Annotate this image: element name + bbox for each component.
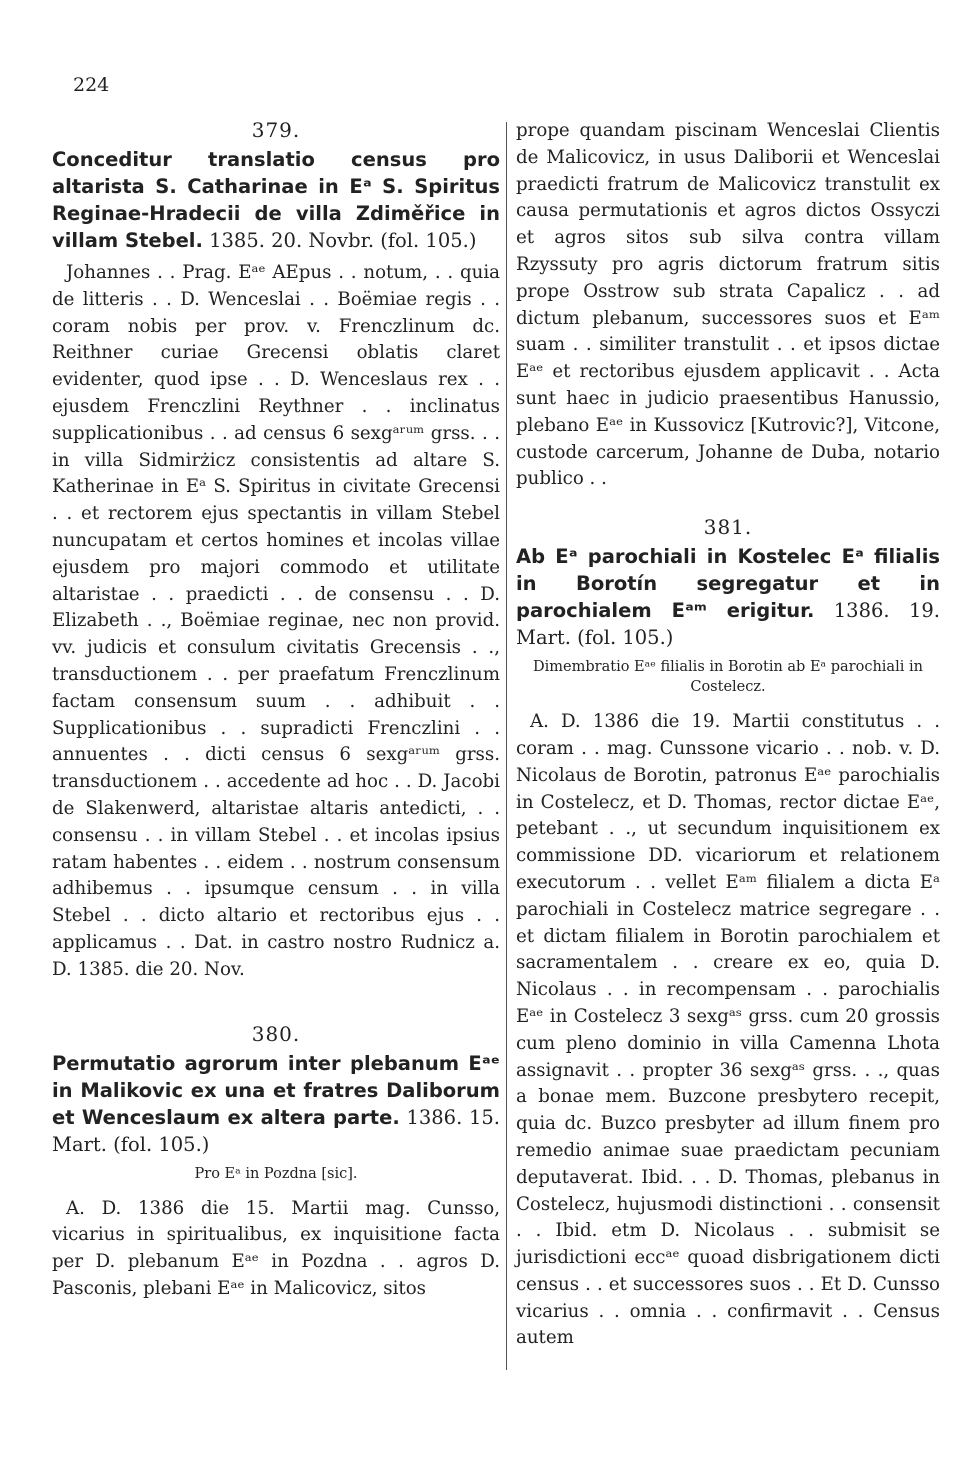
document-number: 381. (703, 515, 753, 540)
heading-date: 1386. 15. Mart. (fol. 105.) (52, 1105, 500, 1156)
document-heading (52, 146, 500, 254)
document-body: A. D. 1386 die 19. Martii constitutus . . coram . . mag. Cunssone vicario . . nob. v. D. Nicolaus de Borotin, patronus Eᵃᵉ parochialis in Costelecz, et D. Thomas, rector dictae Eᵃᵉ, petebant . ., ut secundum inquisitionem ex commissione DD. vicariorum et relationem executorum . . vellet Eᵃᵐ filialem a dicta Eᵃ parochiali in Costelecz matrice segregare . . et dictam filialem in Borotin parochialem et sacramentalem . . creare ex eo, quia D. Nicolaus . . in recompensam . . parochialis Eᵃᵉ in Costelecz 3 sexgᵃˢ grss. cum 20 grossis cum pleno dominio in villa Camenna Lhota assignavit . . propter 36 sexgᵃˢ grss. . ., quas a bonae mem. Buzcone presbytero recepit, quia dc. Buzco presbyter ad illum finem pro remedio animae suae praedictam pecuniam deputaverat. Ibid. . . D. Thomas, plebanus in Costelecz, hujusmodi distinctioni . . consensit . . Ibid. etm D. Nicolaus . . submisit se jurisdictioni eccᵃᵉ quoad disbrigationem dicti census . . et successores suos . . Et D. Cunsso vicarius . . omnia . . confirmavit . . Census autem (516, 711, 940, 1349)
document-380 (52, 1022, 500, 1303)
heading-date: 1386. 19. Mart. (fol. 105.) (516, 599, 940, 650)
right-column (516, 118, 940, 1352)
document-heading (52, 1050, 500, 1158)
document-381 (516, 515, 940, 1352)
heading-date: 1385. 20. Novbr. (fol. 105.) (202, 229, 477, 252)
heading-text: Permutatio agrorum inter plebanum Eᵃᵉ in Malikovic ex una et fratres Daliborum et Wenceslaum ex altera parte. (52, 1051, 500, 1129)
heading-text: Ab Eᵃ parochiali in Kostelec Eᵃ filialis in Borotín segregatur et in parochialem Eᵃᵐ erigitur. (516, 545, 940, 623)
document-number: 380. (251, 1021, 301, 1046)
document-number: 379. (251, 118, 301, 142)
column-divider (506, 122, 507, 1370)
document-body-continued: prope quandam piscinam Wenceslai Clientis de Malicovicz, in usus Daliborii et Wenceslai praedicti fratrum de Malicovicz transtulit ex causa permutationis et agros dictos Ossyczi et agros sitos sub silva contra villam Rzyssuty pro agris dictorum fratrum sitis prope Osstrow sub strata Capalicz . . ad dictum plebanum, successores suos et Eᵃᵐ suam . . similiter transtulit . . et ipsos dictae Eᵃᵉ et rectoribus ejusdem applicavit . . Acta sunt haec in judicio praesentibus Hanussio, plebano Eᵃᵉ in Kussovicz [Kutrovic?], Vitcone, custode carcerum, Johanne de Duba, notario publico . . (516, 120, 940, 490)
left-column (52, 118, 500, 1303)
document-heading (516, 543, 940, 651)
document-379 (52, 118, 500, 984)
document-body: A. D. 1386 die 15. Martii mag. Cunsso, vicarius in spiritualibus, ex inquisitione facta per D. plebanum Eᵃᵉ in Pozdna . . agros D. Pasconis, plebani Eᵃᵉ in Malicovicz, sitos (52, 1197, 500, 1299)
document-note: Pro Eᵃ in Pozdna [sic]. (194, 1165, 358, 1182)
heading-text: Conceditur translatio census pro altarista S. Catharinae in Eᵃ S. Spiritus Reginae-Hradecii de villa Zdiměřice in villam Stebel. (52, 148, 500, 252)
document-note: Dimembratio Eᵃᵉ filialis in Borotin ab Eᵃ parochiali in Costelecz. (533, 659, 923, 696)
page-number: 224 (73, 74, 110, 96)
document-body: Johannes . . Prag. Eᵃᵉ AEpus . . notum, . . quia de litteris . . D. Wenceslai . . Boëmiae regis . . coram nobis per prov. v. Frenczlinum dc. Reithner curiae Grecensi oblatis claret evidenter, quod ipse . . D. Wenceslaus rex . . ejusdem Frenczlini Reythner . . inclinatus supplicationibus . . ad census 6 sexgᵃʳᵘᵐ grss. . . in villa Sidmirżicz consistentis ad altare S. Katherinae in Eᵃ S. Spiritus in civitate Grecensi . . et rectorem ejus spectantis in villam Stebel nuncupatam et certos homines et incolas villae ejusdem pro majori commodo et utilitate altaristae . . praedicti . . de consensu . . D. Elizabeth . ., Boëmiae reginae, nec non provid. vv. judicis et consulum civitatis Grecensis . ., transductionem . . per praefatum Frenczlinum factam consensum suum . . adhibuit . . Supplicationibus . . supradicti Frenczlini . . annuentes . . dicti census 6 sexgᵃʳᵘᵐ grss. transductionem . . accedente ad hoc . . D. Jacobi de Slakenwerd, altaristae altaris antedicti, . . consensu . . in villam Stebel . . et incolas ipsius ratam habentes . . eidem . . nostrum consensum adhibemus . . ipsumque censum . . in villa Stebel . . dicto altario et rectoribus ejus . . applicamus . . Dat. in castro nostro Rudnicz a. D. 1385. die 20. Nov. (52, 262, 500, 980)
